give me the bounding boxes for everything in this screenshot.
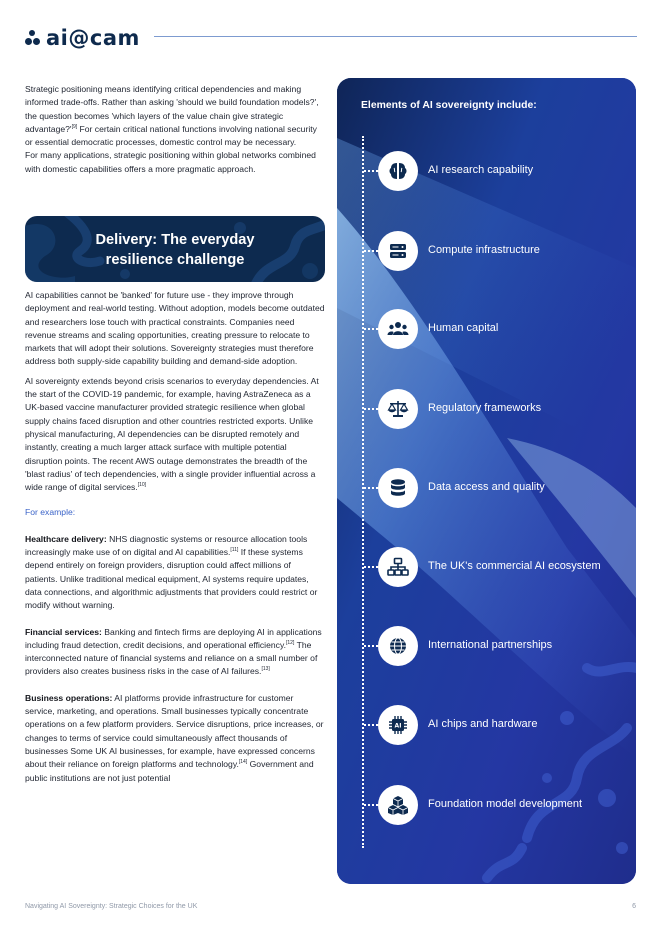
footnote-ref: [14] xyxy=(238,759,248,766)
sovereignty-elements-panel xyxy=(337,78,636,884)
footnote-ref: [12] xyxy=(286,639,295,646)
element-label: AI research capability xyxy=(428,164,534,176)
chip-icon xyxy=(378,705,418,745)
example-healthcare: Healthcare delivery: NHS diagnostic systems or resource allocation tools increasingly make use of on digital and AI capabilities.[11] If these systems depend entirely on foreign providers, disruption could affect millions of patients. Unlike traditional medical equipment, AI systems require updates, data connections, and algorithmic adjustments that providers could restrict or modify without warning. xyxy=(25,533,318,611)
intro-paragraph: Strategic positioning means identifying critical dependencies and making informed trade-offs. Rather than asking 'should we build foundation models?', the question becomes 'which layers of the value chain give strategic advantage?'[9] For certain critical national functions involving national security or essential democratic processes, domestic control may be necessary. For many applications, strategic positioning within global networks combined with domestic capabilities offers a more pragmatic approach. xyxy=(25,84,319,174)
network-icon xyxy=(378,547,418,587)
page-number: 6 xyxy=(632,903,636,910)
body-section xyxy=(25,289,325,791)
element-label: Regulatory frameworks xyxy=(428,402,542,414)
banner-title: Delivery: The everyday resilience challenge xyxy=(95,232,255,268)
logo-text: ai@cam xyxy=(46,26,140,50)
panel-title: Elements of AI sovereignty include: xyxy=(361,100,537,111)
element-label: The UK's commercial AI ecosystem xyxy=(428,560,601,572)
element-label: Compute infrastructure xyxy=(428,244,540,256)
server-icon xyxy=(378,231,418,271)
cubes-icon xyxy=(378,785,418,825)
body-paragraph: AI capabilities cannot be 'banked' for future use - they improve through deployment and real-world testing. Without adoption, models become outdated and researchers lose touch with practical constraints. Companies need revenue streams and scaling opportunities, creating pressure to relocate to markets that will adopt their solutions. Sovereignty strategies must therefore address both supply-side capability building and demand-side adoption. xyxy=(25,290,325,367)
element-label: AI chips and hardware xyxy=(428,718,538,730)
element-item xyxy=(362,626,632,666)
element-item xyxy=(362,231,632,271)
element-item xyxy=(362,785,632,825)
intro-section xyxy=(25,83,325,182)
logo-mark xyxy=(25,30,41,46)
element-label: Human capital xyxy=(428,322,499,334)
brain-icon xyxy=(378,151,418,191)
chip-label: AI xyxy=(394,722,402,730)
globe-icon xyxy=(378,626,418,666)
for-example-label: For example: xyxy=(25,507,76,518)
example-business: Business operations: AI platforms provide infrastructure for customer service, marketing, and operations. Small businesses typically concentrate operations on a few platform providers. Service disruptions, price increases, or changes to terms of service could simultaneously affect thousands of businesses Some UK AI businesses, for example, have expressed concerns about their reliance on foreign platforms and technology.[14] Government and public institutions are not just potential xyxy=(25,692,324,783)
element-label: Data access and quality xyxy=(428,481,545,493)
header-rule xyxy=(154,36,637,37)
element-item xyxy=(362,705,632,745)
logo xyxy=(25,26,140,50)
element-label: International partnerships xyxy=(428,639,553,651)
element-item xyxy=(362,468,632,508)
footnote-ref: [10] xyxy=(137,482,147,489)
footnote-ref: [9] xyxy=(71,124,78,131)
scales-icon xyxy=(378,389,418,429)
element-item xyxy=(362,389,632,429)
element-item xyxy=(362,309,632,349)
database-icon xyxy=(378,468,418,508)
people-icon xyxy=(378,309,418,349)
footnote-ref: [13] xyxy=(261,666,270,673)
element-item xyxy=(362,547,632,587)
element-item xyxy=(362,151,632,191)
section-banner xyxy=(25,216,325,282)
example-financial: Financial services: Banking and fintech firms are deploying AI in applications including fraud detection, credit decisions, and operational efficiency.[12] The interconnected nature of financial systems and reliance on a small number of providers also creates business risks in the case of AI failures.[13] xyxy=(25,626,322,677)
footer-title: Navigating AI Sovereignty: Strategic Choices for the UK xyxy=(25,903,198,910)
footnote-ref: [11] xyxy=(230,547,239,554)
element-label: Foundation model development xyxy=(428,798,583,810)
body-paragraph: AI sovereignty extends beyond crisis scenarios to everyday dependencies. At the start of the COVID-19 pandemic, for example, having AstraZeneca as a UK-based vaccine manufacturer provided strategic resilience when global supply chains faced disruption and other countries restricted exports. Unlike physical manufacturing, AI dependencies can be disrupted remotely and instantly, creating a much larger attack surface with multiple potential disruption points. The recent AWS outage demonstrates the breadth of the 'blast radius' of tech dependencies, with a single provider influential across a wide range of digital services.[10] xyxy=(25,375,319,493)
